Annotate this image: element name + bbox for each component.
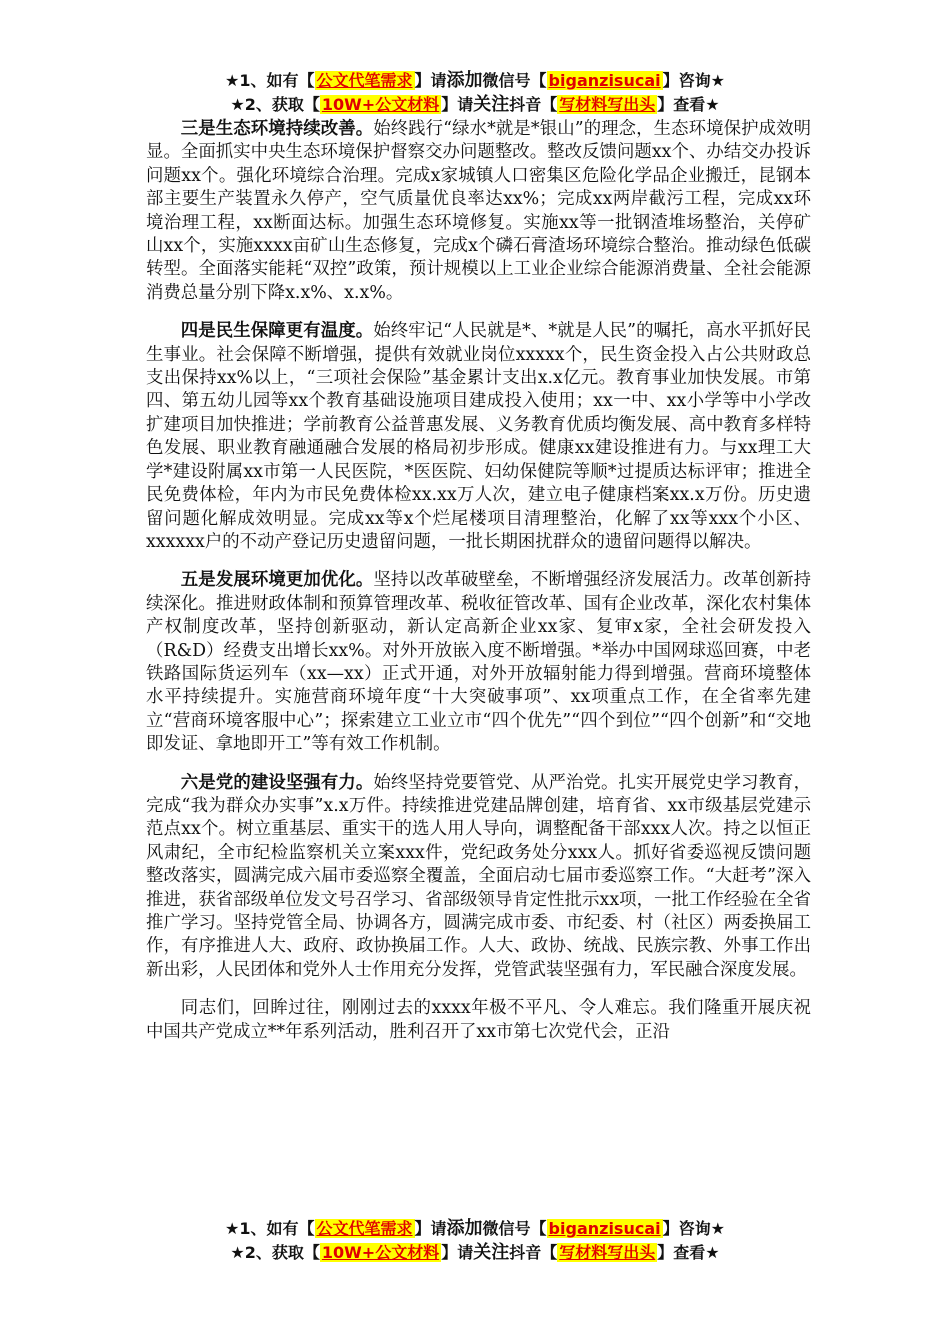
banner-text: 添加 bbox=[446, 1218, 483, 1239]
top-banner-line-1 bbox=[0, 70, 950, 92]
banner-text: 微信号【 bbox=[482, 71, 547, 90]
banner-text: 】请 bbox=[441, 95, 474, 114]
paragraph-lead: 五是发展环境更加优化。 bbox=[180, 570, 374, 591]
banner-text: 】咨询★ bbox=[662, 71, 725, 90]
paragraph-text: 同志们，回眸过往，刚刚过去的xxxx年极不平凡、令人难忘。我们隆重开展庆祝中国共产党成立**年系列活动，胜利召开了xx市第七次党代会，正沿 bbox=[146, 998, 811, 1042]
paragraph-ecology bbox=[146, 118, 811, 305]
bottom-banner-line-1 bbox=[0, 1218, 950, 1240]
banner-text: 抖音【 bbox=[509, 1243, 558, 1262]
banner-highlight: 公文代笔需求 bbox=[316, 1219, 413, 1238]
banner-text: 】请 bbox=[414, 71, 447, 90]
banner-highlight: biganzisucai bbox=[548, 71, 661, 90]
banner-text: 关注 bbox=[473, 94, 510, 115]
banner-highlight: 写材料写出头 bbox=[559, 1243, 656, 1262]
paragraph-closing bbox=[146, 997, 811, 1044]
document-body bbox=[146, 118, 811, 1044]
paragraph-text: 坚持以改革破壁垒，不断增强经济发展活力。改革创新持续深化。推进财政体制和预算管理改革、税收征管改革、国有企业改革，深化农村集体产权制度改革，坚持创新驱动，新认定高新企业xx家、复审x家，全社会研发投入（R&D）经费支出增长xx%。对外开放嵌入度不断增强。*举办中国网球巡回赛，中老铁路国际货运列车（xx—xx）正式开通，对外开放辐射能力得到增强。营商环境整体水平持续提升。实施营商环境年度“十大突破事项”、xx项重点工作，在全省率先建立“营商环境客服中心”；探索建立工业立市“四个优先”“四个到位”“四个创新”和“交地即发证、拿地即开工”等有效工作机制。 bbox=[146, 570, 811, 755]
banner-text: 关注 bbox=[473, 1242, 510, 1263]
paragraph-text: 始终坚持党要管党、从严治党。扎实开展党史学习教育，完成“我为群众办实事”x.x万件。持续推进党建品牌创建，培育省、xx市级基层党建示范点xx个。树立重基层、重实干的选人用人导向，调整配备干部xxx人次。持之以恒正风肃纪，全市纪检监察机关立案xxx件，党纪政务处分xxx人。抓好省委巡视反馈问题整改落实，圆满完成六届市委巡察全覆盖，全面启动七届市委巡察工作。“大赶考”深入推进，获省部级单位发文号召学习、省部级领导肯定性批示xx项，一批工作经验在全省推广学习。坚持党管全局、协调各方，圆满完成市委、市纪委、村（社区）两委换届工作，有序推进人大、政府、政协换届工作。人大、政协、统战、民族宗教、外事工作出新出彩，人民团体和党外人士作用充分发挥，党管武装坚强有力，军民融合深度发展。 bbox=[146, 772, 811, 980]
paragraph-lead: 六是党的建设坚强有力。 bbox=[180, 772, 374, 793]
paragraph-livelihood bbox=[146, 320, 811, 554]
banner-text: 抖音【 bbox=[509, 95, 558, 114]
banner-text: 微信号【 bbox=[482, 1219, 547, 1238]
paragraph-lead: 四是民生保障更有温度。 bbox=[180, 321, 374, 342]
banner-text: 】查看★ bbox=[657, 1243, 720, 1262]
banner-text: 】请 bbox=[441, 1243, 474, 1262]
banner-text: ★2、获取【 bbox=[230, 1243, 320, 1262]
paragraph-text: 始终牢记“人民就是*、*就是人民”的嘱托，高水平抓好民生事业。社会保障不断增强，提供有效就业岗位xxxxx个，民生资金投入占公共财政总支出保持xx%以上，“三项社会保险”基金累计支出x.x亿元。教育事业加快发展。市第四、第五幼儿园等xx个教育基础设施项目建成投入使用；xx一中、xx小学等中小学改扩建项目加快推进；学前教育公益普惠发展、义务教育优质均衡发展、高中教育多样特色发展、职业教育融通融合发展的格局初步形成。健康xx建设推进有力。与xx理工大学*建设附属xx市第一人民医院，*医医院、妇幼保健院等顺*过提质达标评审；推进全民免费体检，年内为市民免费体检xx.xx万人次，建立电子健康档案xx.x万份。历史遗留问题化解成效明显。完成xx等x个烂尾楼项目清理整治，化解了xx等xxx个小区、xxxxxx户的不动产登记历史遗留问题，一批长期困扰群众的遗留问题得以解决。 bbox=[146, 321, 811, 552]
banner-text: ★1、如有【 bbox=[225, 71, 315, 90]
banner-text: ★2、获取【 bbox=[230, 95, 320, 114]
banner-highlight: 10W+公文材料 bbox=[321, 95, 440, 114]
top-banner-line-2 bbox=[0, 94, 950, 116]
paragraph-environment bbox=[146, 569, 811, 756]
paragraph-party-building bbox=[146, 772, 811, 983]
banner-text: ★1、如有【 bbox=[225, 1219, 315, 1238]
paragraph-text: 始终践行“绿水*就是*银山”的理念，生态环境保护成效明显。全面抓实中央生态环境保护督察交办问题整改。整改反馈问题xx个、办结交办投诉问题xx个。强化环境综合治理。完成x家城镇人口密集区危险化学品企业搬迁，昆钢本部主要生产装置永久停产，空气质量优良率达xx%；完成xx两岸截污工程，完成xx环境治理工程，xx断面达标。加强生态环境修复。实施xx等一批钢渣堆场整治，关停矿山xx个，实施xxxx亩矿山生态修复，完成x个磷石膏渣场环境综合整治。推动绿色低碳转型。全面落实能耗“双控”政策，预计规模以上工业企业综合能源消费量、全社会能源消费总量分别下降x.x%、x.x%。 bbox=[146, 119, 811, 303]
banner-text: 】查看★ bbox=[657, 95, 720, 114]
banner-highlight: 10W+公文材料 bbox=[321, 1243, 440, 1262]
banner-highlight: 公文代笔需求 bbox=[316, 71, 413, 90]
banner-text: 】请 bbox=[414, 1219, 447, 1238]
banner-text: 】咨询★ bbox=[662, 1219, 725, 1238]
banner-highlight: biganzisucai bbox=[548, 1219, 661, 1238]
paragraph-lead: 三是生态环境持续改善。 bbox=[180, 119, 374, 139]
banner-text: 添加 bbox=[446, 70, 483, 91]
banner-highlight: 写材料写出头 bbox=[559, 95, 656, 114]
bottom-banner-line-2 bbox=[0, 1242, 950, 1264]
